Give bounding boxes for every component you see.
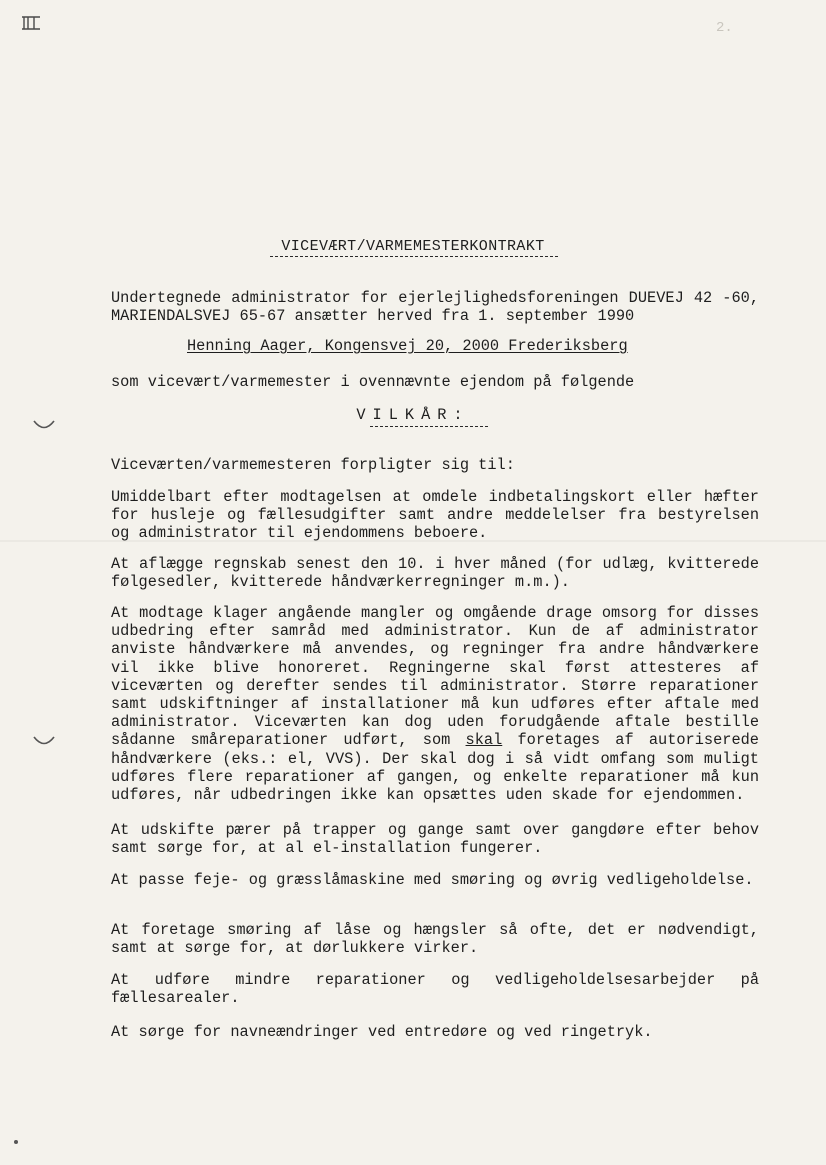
conditions-heading: VILKÅR: — [356, 406, 470, 424]
clause-8: At sørge for navneændringer ved entredøre og ved ringetryk. — [111, 1023, 653, 1041]
contract-title: VICEVÆRT/VARMEMESTERKONTRAKT — [281, 238, 545, 255]
clause-3-underlined: skal — [465, 731, 503, 750]
clause-1: Umiddelbart efter modtagelsen at omdele indbetalingskort eller hæfter for husleje og fællesudgifter samt andre meddelelser fra bestyrelsen og administrator til ejendommens beboere. — [111, 488, 759, 543]
clause-3-rest: foretages af autoriserede håndværkere (eks.: el, VVS). Der skal dog i så vidt omfang som muligt udføres flere reparationer af gangen, og enkelte reparationer må kun udføres, når udbedringen ikke kan opsættes uden skade for ejendommen. — [111, 731, 759, 805]
paper-speck — [14, 1140, 18, 1144]
conditions-underline — [370, 426, 488, 427]
punch-hole-icon — [32, 734, 56, 748]
clause-3 — [111, 604, 759, 804]
clause-5: At passe feje- og græsslåmaskine med smøring og øvrig vedligeholdelse. — [111, 871, 754, 889]
role-line: som vicevært/varmemester i ovennævnte ejendom på følgende — [111, 373, 635, 391]
clause-3-text: At modtage klager angående mangler og omgående drage omsorg for disses udbedring efter samråd med administrator. Kun de af administrator anviste håndværkere må anvendes, og regninger fra andre håndværkere vil ikke blive honoreret. Regningerne skal først attesteres af viceværten og derefter sendes til administrator. Større reparationer samt udskiftninger af installationer må kun udføres efter aftale med administrator. Viceværten kan dog uden forudgående aftale bestille sådanne småreparationer udført, som — [111, 604, 759, 750]
intro-text: Undertegnede administrator for ejerlejlighedsforeningen DUEVEJ 42 -60, MARIENDALSVEJ 65-67 ansætter herved fra 1. september 1990 — [111, 289, 759, 326]
obligations-intro: Viceværten/varmemesteren forpligter sig til: — [111, 456, 515, 474]
clause-2: At aflægge regnskab senest den 10. i hver måned (for udlæg, kvitterede følgesedler, kvitterede håndværkerregninger m.m.). — [111, 555, 759, 592]
clause-7: At udføre mindre reparationer og vedligeholdelsesarbejder på fællesarealer. — [111, 971, 759, 1008]
showthrough-page-number: 2. — [716, 20, 733, 36]
staple-mark-icon — [20, 14, 42, 32]
clause-4: At udskifte pærer på trapper og gange samt over gangdøre efter behov samt sørge for, at al el-installation fungerer. — [111, 821, 759, 858]
title-underline — [270, 256, 558, 257]
clause-6: At foretage smøring af låse og hængsler så ofte, det er nødvendigt, samt at sørge for, at dørlukkere virker. — [111, 921, 759, 958]
appointee-name: Henning Aager, Kongensvej 20, 2000 Frederiksberg — [187, 337, 628, 355]
